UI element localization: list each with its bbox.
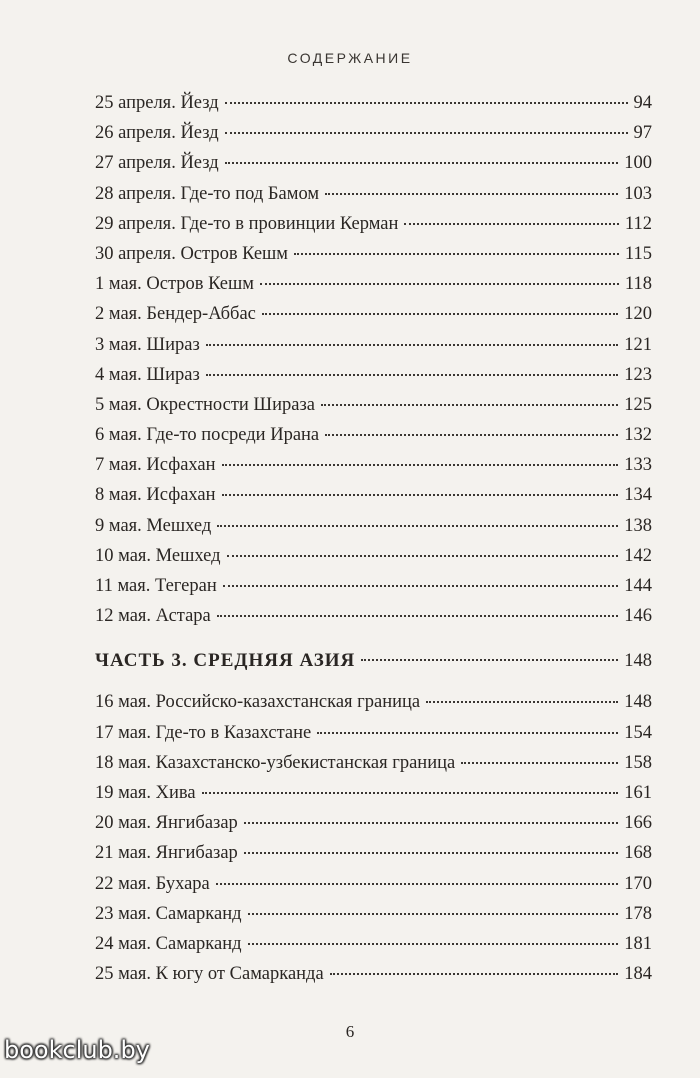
toc-row (95, 838, 652, 868)
toc-entry-title: 11 мая. Тегеран (95, 576, 217, 596)
toc-row (95, 511, 652, 541)
toc-entry-page: 133 (624, 455, 652, 476)
toc-leader-dots (317, 732, 618, 734)
toc-section-1 (95, 88, 652, 631)
page-header: СОДЕРЖАНИЕ (287, 50, 413, 66)
toc-leader-dots (225, 162, 619, 164)
toc-leader-dots (225, 102, 628, 104)
toc-leader-dots (244, 852, 618, 854)
toc-row (95, 450, 652, 480)
toc-leader-dots (248, 913, 619, 915)
toc-entry-title: 29 апреля. Где-то в провинции Керман (95, 213, 399, 234)
toc-row (95, 420, 652, 450)
toc-entry-page: 123 (624, 364, 652, 385)
toc-entry-page: 184 (624, 964, 652, 985)
toc-leader-dots (222, 494, 619, 496)
toc-entry-page: 170 (624, 873, 652, 894)
toc-entry-page: 94 (633, 93, 652, 113)
toc-row (95, 899, 652, 929)
toc-entry-title: 25 апреля. Йезд (95, 93, 219, 113)
toc-entry-page: 168 (624, 843, 652, 864)
toc-row (95, 687, 652, 717)
toc-entry-title: 30 апреля. Остров Кешм (95, 243, 288, 264)
toc-row (95, 778, 652, 808)
toc-leader-dots (216, 883, 618, 885)
toc-leader-dots (217, 615, 618, 617)
toc-entry-page: 121 (624, 334, 652, 355)
toc-row (95, 269, 652, 299)
toc-entry-title: 23 мая. Самарканд (95, 903, 242, 924)
toc-leader-dots (321, 404, 618, 406)
toc-leader-dots (461, 762, 618, 764)
toc-entry-page: 161 (624, 782, 652, 803)
toc-leader-dots (404, 223, 619, 225)
toc-leader-dots (202, 792, 619, 794)
toc-row (95, 959, 652, 989)
toc-entry-page: 118 (624, 274, 652, 295)
toc-entry-title: 4 мая. Шираз (95, 364, 200, 385)
toc-row (95, 601, 652, 631)
toc-entry-title: 8 мая. Исфахан (95, 485, 216, 506)
part-page: 148 (624, 651, 652, 672)
toc-entry-page: 166 (624, 813, 652, 834)
toc-entry-page: 178 (624, 903, 652, 924)
toc-leader-dots (325, 193, 618, 195)
toc-entry-title: 27 апреля. Йезд (95, 153, 219, 174)
toc-leader-dots (222, 464, 619, 466)
toc-row (95, 148, 652, 178)
toc-entry-page: 125 (624, 394, 652, 415)
toc-entry-title: 5 мая. Окрестности Шираза (95, 394, 315, 415)
toc-entry-page: 112 (624, 213, 652, 234)
toc-entry-title: 21 мая. Янгибазар (95, 843, 238, 864)
toc-leader-dots (260, 283, 619, 285)
toc-entry-page: 146 (624, 606, 652, 627)
toc-entry-page: 148 (624, 692, 652, 713)
toc-row (95, 541, 652, 571)
toc-leader-dots (217, 525, 618, 527)
toc-entry-page: 138 (624, 515, 652, 536)
toc-row (95, 239, 652, 269)
toc-entry-page: 144 (624, 576, 652, 596)
toc-leader-dots (227, 555, 619, 557)
toc-row (95, 179, 652, 209)
toc-entry-title: 22 мая. Бухара (95, 873, 210, 894)
toc-entry-title: 1 мая. Остров Кешм (95, 274, 254, 295)
toc-entry-page: 134 (624, 485, 652, 506)
toc-entry-page: 142 (624, 545, 652, 566)
toc-entry-page: 120 (624, 304, 652, 325)
toc-entry-page: 103 (624, 183, 652, 204)
toc-row (95, 360, 652, 390)
table-of-contents (95, 88, 652, 989)
toc-leader-dots (262, 313, 618, 315)
toc-row (95, 808, 652, 838)
toc-row (95, 390, 652, 420)
toc-entry-title: 10 мая. Мешхед (95, 545, 221, 566)
toc-entry-title: 6 мая. Где-то посреди Ирана (95, 425, 320, 446)
toc-entry-title: 25 мая. К югу от Самарканда (95, 964, 324, 985)
toc-row (95, 869, 652, 899)
toc-entry-title: 24 мая. Самарканд (95, 933, 242, 954)
toc-entry-page: 132 (624, 425, 652, 446)
toc-leader-dots (225, 132, 628, 134)
toc-leader-dots (206, 374, 618, 376)
toc-entry-title: 16 мая. Российско-казахстанская граница (95, 692, 421, 713)
toc-entry-page: 181 (624, 933, 652, 954)
toc-entry-title: 17 мая. Где-то в Казахстане (95, 722, 312, 743)
toc-section-2 (95, 687, 652, 989)
toc-entry-title: 7 мая. Исфахан (95, 455, 216, 476)
toc-row (95, 929, 652, 959)
toc-row (95, 299, 652, 329)
toc-row (95, 209, 652, 239)
toc-entry-page: 115 (624, 243, 652, 264)
toc-entry-title: 28 апреля. Где-то под Бамом (95, 183, 320, 204)
toc-entry-title: 26 апреля. Йезд (95, 123, 219, 144)
toc-entry-page: 100 (624, 153, 652, 174)
toc-leader-dots (361, 659, 618, 661)
toc-leader-dots (325, 434, 618, 436)
toc-entry-title: 12 мая. Астара (95, 606, 211, 627)
toc-row (95, 480, 652, 510)
toc-leader-dots (248, 943, 619, 945)
toc-leader-dots (426, 701, 618, 703)
toc-entry-title: 2 мая. Бендер-Аббас (95, 304, 256, 325)
watermark-logo: bookclub.by (4, 1036, 150, 1064)
toc-leader-dots (294, 253, 619, 255)
toc-row (95, 571, 652, 601)
toc-entry-page: 158 (624, 752, 652, 773)
toc-part-heading (95, 637, 652, 685)
toc-leader-dots (330, 973, 619, 975)
toc-entry-title: 18 мая. Казахстанско-узбекистанская граница (95, 752, 456, 773)
toc-entry-title: 20 мая. Янгибазар (95, 813, 238, 834)
toc-leader-dots (244, 822, 618, 824)
toc-entry-title: 3 мая. Шираз (95, 334, 200, 355)
part-title: ЧАСТЬ 3. СРЕДНЯЯ АЗИЯ (95, 650, 356, 672)
toc-leader-dots (223, 585, 619, 587)
toc-row (95, 718, 652, 748)
toc-entry-page: 154 (624, 722, 652, 743)
toc-row (95, 88, 652, 118)
toc-entry-title: 19 мая. Хива (95, 782, 196, 803)
toc-leader-dots (206, 344, 618, 346)
toc-entry-page: 97 (633, 123, 652, 144)
toc-row (95, 118, 652, 148)
toc-row (95, 330, 652, 360)
toc-entry-title: 9 мая. Мешхед (95, 515, 212, 536)
toc-row (95, 748, 652, 778)
page-number: 6 (345, 1022, 355, 1041)
